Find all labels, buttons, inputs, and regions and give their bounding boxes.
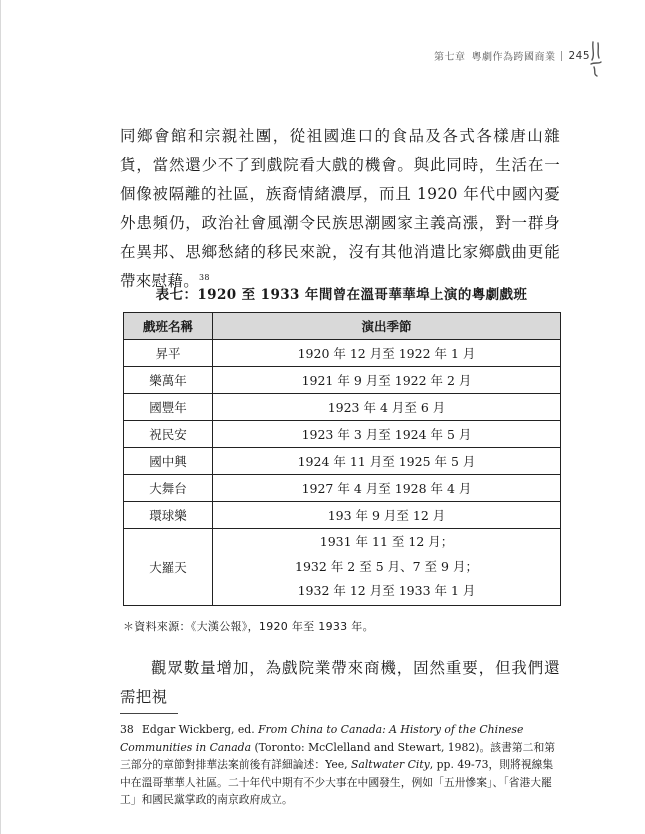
running-header: [434, 48, 590, 63]
troupe-season: 1923 年 4 月至 6 月: [213, 394, 561, 421]
body-paragraph-1: 同鄉會館和宗親社團，從祖國進口的食品及各式各樣唐山雜貨，當然還少不了到戲院看大戲的機會。與此同時，生活在一個像被隔離的社區，族裔情緒濃厚，而且 1920 年代中國內憂外患頻仍，政治社會風潮令民族思潮國家主義高漲，對一群身在異邦、思鄉愁緒的移民來說，沒有其他消遣比家鄉戲曲更能帶來慰藉。$^{38}$: [120, 127, 560, 290]
troupe-name: 昇平: [124, 340, 213, 367]
column-header-troupe: 戲班名稱: [124, 313, 213, 340]
table-caption: 表七：1920 至 1933 年間曾在溫哥華華埠上演的粵劇戲班: [155, 287, 528, 303]
table-row: [124, 529, 561, 606]
troupe-season: 1923 年 3 月至 1924 年 5 月: [213, 421, 561, 448]
season-line: 1932 年 12 月至 1933 年 1 月: [297, 583, 476, 599]
troupe-name: 環球樂: [124, 502, 213, 529]
troupe-season: 1927 年 4 月至 1928 年 4 月: [213, 475, 561, 502]
page-number: 245: [568, 49, 590, 62]
troupe-season: 193 年 9 月至 12 月: [213, 502, 561, 529]
calligraphy-ornament-icon: [589, 40, 603, 78]
table-row: [124, 502, 561, 529]
table-row: [124, 448, 561, 475]
page-edge: [0, 0, 1, 834]
chapter-label: 第七章: [433, 52, 466, 63]
body-paragraph-2: 觀眾數量增加，為戲院業帶來商機，固然重要，但我們還需把視: [120, 659, 560, 706]
table-row: [124, 394, 561, 421]
table-row: [124, 475, 561, 502]
table-row: [124, 340, 561, 367]
book-title: Saltwater City: [350, 758, 430, 771]
troupe-table: [123, 312, 561, 606]
footnote: [120, 721, 562, 809]
header-separator: [561, 51, 562, 61]
table-row: [124, 367, 561, 394]
troupe-name: 祝民安: [124, 421, 213, 448]
column-header-season: 演出季節: [213, 313, 561, 340]
troupe-name: 大舞台: [124, 475, 213, 502]
footnote-ref[interactable]: 38: [199, 273, 210, 282]
table-source-note: ＊資料來源：《大漢公報》，1920 年至 1933 年。: [123, 620, 374, 633]
troupe-season-multi: [213, 529, 561, 606]
book-title: From China to Canada: A History of the Chinese Communities in Canada: [120, 723, 524, 754]
troupe-name: 國中興: [124, 448, 213, 475]
troupe-name: 大羅天: [124, 529, 213, 606]
footnote-text: Edgar Wickberg, ed. From China to Canada: A History of the Chinese Communities in Canada (Toronto: McClelland and Stewart, 1982)。該書第二和第三部分的章節對排華法案前後有詳細論述：Yee, Saltwater City, pp. 49-73，則將視線集中在溫哥華華人社區。二十年代中期有不少大事在中國發生，例如「五卅慘案」、「省港大罷工」和國民黨掌政的南京政府成立。: [120, 723, 556, 806]
table-row: [124, 421, 561, 448]
season-line: 1932 年 2 至 5 月、7 至 9 月；: [295, 558, 478, 574]
season-line: 1931 年 11 至 12 月；: [319, 534, 454, 550]
table-header-row: [124, 313, 561, 340]
troupe-season: 1920 年 12 月至 1922 年 1 月: [213, 340, 561, 367]
troupe-season: 1924 年 11 月至 1925 年 5 月: [213, 448, 561, 475]
footnote-divider: [120, 713, 178, 714]
troupe-name: 樂萬年: [124, 367, 213, 394]
footnote-number: 38: [120, 723, 134, 736]
troupe-name: 國豐年: [124, 394, 213, 421]
troupe-season: 1921 年 9 月至 1922 年 2 月: [213, 367, 561, 394]
chapter-title: 粵劇作為跨國商業: [471, 52, 556, 63]
